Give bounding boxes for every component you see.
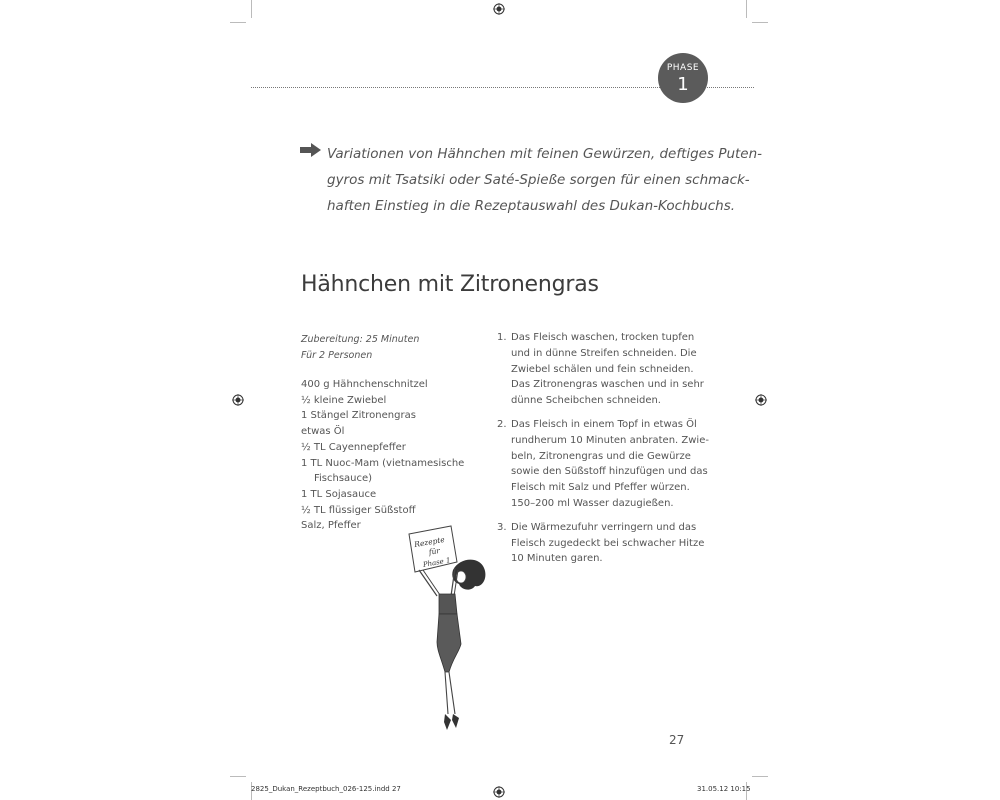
step-line: Die Wärmezufuhr verringern und das xyxy=(511,521,697,533)
ingredient-item: 1 TL Sojasauce xyxy=(301,488,377,500)
step-line: Zwiebel schälen und fein schneiden. xyxy=(511,363,694,375)
step-line: beln, Zitronengras und die Gewürze xyxy=(511,450,691,462)
step-line: 150–200 ml Wasser dazugießen. xyxy=(511,497,674,509)
step-line: und in dünne Streifen schneiden. Die xyxy=(511,347,697,359)
intro-line: gyros mit Tsatsiki oder Saté-Spieße sorgen für einen schmack- xyxy=(327,172,750,188)
registration-mark-icon xyxy=(232,394,244,406)
ingredient-item: Fischsauce) xyxy=(314,473,373,485)
prep-time: Zubereitung: 25 Minuten xyxy=(301,334,420,345)
servings: Für 2 Personen xyxy=(301,350,373,361)
recipe-meta xyxy=(301,332,419,364)
registration-mark-icon xyxy=(755,394,767,406)
step-line: Das Fleisch waschen, trocken tupfen xyxy=(511,332,695,343)
step-line: rundherum 10 Minuten anbraten. Zwie- xyxy=(511,434,709,446)
step-list xyxy=(497,330,709,575)
crop-mark xyxy=(752,22,768,23)
recipe-sign xyxy=(409,526,457,572)
phase-label: PHASE xyxy=(666,63,700,73)
step-number: 3. xyxy=(497,521,507,533)
sign-line: Phase 1 xyxy=(422,556,452,569)
woman-holding-sign-illustration xyxy=(395,522,490,740)
crop-mark xyxy=(230,22,246,23)
ingredient-item: 1 TL Nuoc-Mam (vietnamesische xyxy=(301,457,465,469)
phase-badge xyxy=(658,53,708,103)
intro-line: haften Einstieg in die Rezeptauswahl des Dukan-Kochbuchs. xyxy=(327,198,736,214)
step-line: 10 Minuten garen. xyxy=(511,553,603,565)
step-item xyxy=(497,520,709,567)
step-number: 1. xyxy=(497,332,507,343)
phase-number: 1 xyxy=(677,74,689,95)
crop-mark xyxy=(251,0,252,18)
crop-mark xyxy=(752,776,768,777)
crop-mark xyxy=(230,776,246,777)
slug-filename: 2825_Dukan_Rezeptbuch_026-125.indd 27 xyxy=(251,785,401,793)
intro-text xyxy=(327,141,763,219)
step-line: Das Zitronengras waschen und in sehr xyxy=(511,379,704,391)
step-item xyxy=(497,417,709,512)
ingredient-item: ½ kleine Zwiebel xyxy=(301,394,387,406)
step-line: Fleisch zugedeckt bei schwacher Hitze xyxy=(511,537,705,549)
ingredient-list xyxy=(301,377,464,534)
step-line: sowie den Süßstoff hinzufügen und das xyxy=(511,466,708,478)
registration-mark-icon xyxy=(493,3,505,15)
ingredient-item: Salz, Pfeffer xyxy=(301,520,361,532)
step-line: dünne Scheibchen schneiden. xyxy=(511,395,661,407)
sign-line: für xyxy=(428,545,441,557)
step-number: 2. xyxy=(497,418,507,430)
registration-mark-icon xyxy=(493,786,505,798)
sign-line: Rezepte xyxy=(413,534,446,550)
step-item xyxy=(497,330,709,409)
step-line: Das Fleisch in einem Topf in etwas Öl xyxy=(511,418,697,430)
ingredient-item: ½ TL Cayennepfeffer xyxy=(301,441,406,453)
ingredient-item: 400 g Hähnchenschnitzel xyxy=(301,379,428,390)
crop-mark xyxy=(746,0,747,18)
page-number: 27 xyxy=(669,733,685,747)
ingredient-item: 1 Stängel Zitronengras xyxy=(301,410,416,422)
intro-line: Variationen von Hähnchen mit feinen Gewürzen, deftiges Puten- xyxy=(327,146,763,162)
slug-date: 31.05.12 10:15 xyxy=(697,785,751,793)
ingredient-item: ½ TL flüssiger Süßstoff xyxy=(301,504,416,516)
arrow-right-icon xyxy=(300,143,322,157)
recipe-title: Hähnchen mit Zitronengras xyxy=(301,272,599,297)
step-line: Fleisch mit Salz und Pfeffer würzen. xyxy=(511,482,690,494)
ingredient-item: etwas Öl xyxy=(301,426,345,438)
